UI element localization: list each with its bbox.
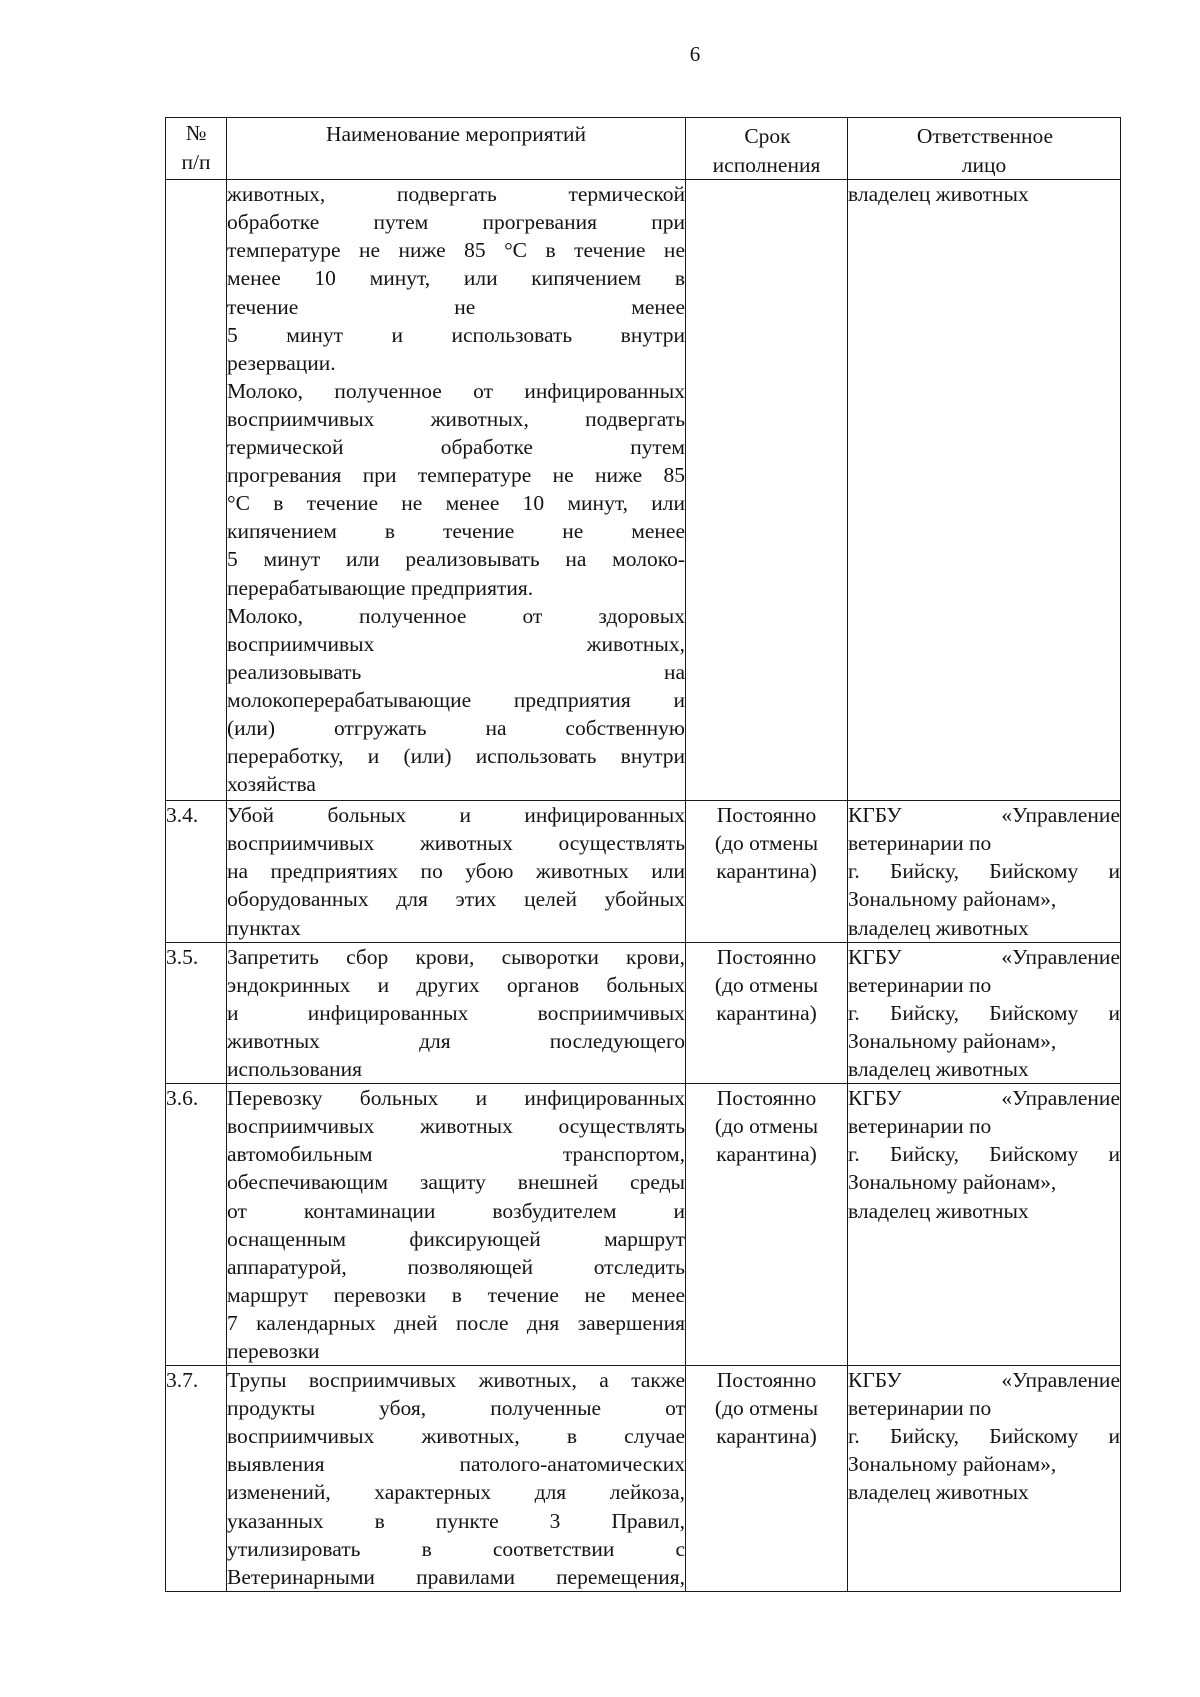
name-line: 7 календарных дней после дня завершения	[227, 1310, 685, 1335]
row-responsible-cell	[848, 801, 1121, 942]
row-term-cell	[686, 801, 848, 942]
header-term-line1: Срок	[744, 124, 791, 148]
name-line: утилизировать в соответствии с	[227, 1536, 685, 1561]
name-line: обеспечивающим защиту внешней среды	[227, 1170, 685, 1195]
row-num-cell: 3.5.	[166, 942, 227, 1083]
term-line: (до отмены	[714, 1396, 819, 1421]
responsible-line: КГБУ «Управление	[848, 1368, 1120, 1393]
responsible-line: ветеринарии по	[848, 831, 992, 856]
name-line: 5 минут или реализовывать на молоко-	[227, 547, 685, 572]
term-line: (до отмены	[714, 1114, 819, 1139]
header-responsible-line2: лицо	[961, 153, 1007, 178]
term-line: (до отмены	[714, 831, 819, 856]
header-name	[227, 118, 686, 180]
responsible-line: г. Бийску, Бийскому и	[848, 1424, 1120, 1449]
name-line: температуре не ниже 85 °С в течение не	[227, 238, 685, 263]
name-line: 5 минут и использовать внутри	[227, 322, 685, 347]
responsible-line: КГБУ «Управление	[848, 803, 1120, 828]
name-line: оснащенным фиксирующей маршрут	[227, 1226, 685, 1251]
page-number: 6	[689, 42, 701, 66]
name-line: хозяйства	[227, 772, 316, 797]
responsible-line: г. Бийску, Бийскому и	[848, 1142, 1120, 1167]
responsible-line: КГБУ «Управление	[848, 944, 1120, 969]
table-row	[166, 801, 1121, 942]
header-name-text: Наименование мероприятий	[325, 122, 587, 146]
responsible-line: владелец животных	[848, 915, 1029, 940]
row-name-cell	[227, 180, 686, 801]
header-num-line2: п/п	[181, 150, 211, 175]
responsible-line: Зональному районам»,	[848, 1170, 1057, 1195]
header-num-line1: №	[185, 121, 207, 145]
row-num-cell	[166, 180, 227, 801]
header-term-line2: исполнения	[712, 153, 821, 178]
name-line: животных для последующего	[227, 1028, 685, 1053]
name-line: указанных в пункте 3 Правил,	[227, 1508, 685, 1533]
table-header-row	[166, 118, 1121, 180]
row-num-cell: 3.7.	[166, 1366, 227, 1592]
name-line: термической обработке путем	[227, 435, 685, 460]
name-line: автомобильным транспортом,	[227, 1142, 685, 1167]
name-line: и инфицированных восприимчивых	[227, 1000, 685, 1025]
header-num	[166, 118, 227, 180]
name-line: переработку, и (или) использовать внутри	[227, 744, 685, 769]
row-name-cell	[227, 1084, 686, 1366]
term-line: карантина)	[716, 1424, 817, 1449]
name-line: оборудованных для этих целей убойных	[227, 887, 685, 912]
measures-table	[165, 117, 1121, 1592]
name-line: восприимчивых животных,	[227, 631, 685, 656]
name-line: перерабатывающие предприятия.	[227, 575, 534, 600]
name-line: менее 10 минут, или кипячением в	[227, 266, 685, 291]
row-responsible-cell	[848, 1366, 1121, 1592]
name-line: Перевозку больных и инфицированных	[227, 1086, 685, 1111]
name-line: Убой больных и инфицированных	[227, 803, 685, 828]
responsible-line: Зональному районам»,	[848, 1452, 1057, 1477]
table-row	[166, 942, 1121, 1083]
header-responsible-line1: Ответственное	[916, 124, 1054, 148]
table-row	[166, 1084, 1121, 1366]
term-line: Постоянно	[716, 1086, 817, 1111]
row-name-cell	[227, 801, 686, 942]
name-line: от контаминации возбудителем и	[227, 1198, 685, 1223]
name-line: перевозки	[227, 1338, 320, 1363]
row-name-cell	[227, 1366, 686, 1592]
name-line: эндокринных и других органов больных	[227, 972, 685, 997]
name-line: реализовывать на	[227, 659, 685, 684]
row-num-cell: 3.6.	[166, 1084, 227, 1366]
term-line: карантина)	[716, 1142, 817, 1167]
responsible-line: ветеринарии по	[848, 972, 992, 997]
term-line: Постоянно	[716, 1368, 817, 1393]
name-line: восприимчивых животных, в случае	[227, 1424, 685, 1449]
row-term-cell	[686, 1366, 848, 1592]
term-line: Постоянно	[716, 803, 817, 828]
name-line: обработке путем прогревания при	[227, 210, 685, 235]
row-name-cell	[227, 942, 686, 1083]
name-line: восприимчивых животных осуществлять	[227, 1114, 685, 1139]
row-term-cell	[686, 180, 848, 801]
row-responsible-cell	[848, 1084, 1121, 1366]
name-line: °С в течение не менее 10 минут, или	[227, 491, 685, 516]
name-line: маршрут перевозки в течение не менее	[227, 1282, 685, 1307]
name-line: восприимчивых животных осуществлять	[227, 831, 685, 856]
responsible-line: Зональному районам»,	[848, 1028, 1057, 1053]
row-responsible-cell	[848, 180, 1121, 801]
name-line: пунктах	[227, 915, 301, 940]
responsible-line: Зональному районам»,	[848, 887, 1057, 912]
name-line: Молоко, полученное от инфицированных	[227, 378, 685, 403]
name-line: восприимчивых животных, подвергать	[227, 406, 685, 431]
name-line: Ветеринарными правилами перемещения,	[227, 1564, 685, 1589]
responsible-line: владелец животных	[848, 1480, 1029, 1505]
name-line: выявления патолого-анатомических	[227, 1452, 685, 1477]
term-line: карантина)	[716, 859, 817, 884]
row-term-cell	[686, 1084, 848, 1366]
name-line: животных, подвергать термической	[227, 182, 685, 207]
name-line: течение не менее	[227, 294, 685, 319]
header-term	[686, 118, 848, 180]
term-line: (до отмены	[714, 972, 819, 997]
responsible-line: владелец животных	[848, 1057, 1029, 1082]
responsible-line: владелец животных	[848, 1198, 1029, 1223]
responsible-line: КГБУ «Управление	[848, 1086, 1120, 1111]
row-responsible-cell	[848, 942, 1121, 1083]
responsible-line: ветеринарии по	[848, 1396, 992, 1421]
name-line: Запретить сбор крови, сыворотки крови,	[227, 944, 685, 969]
table-row-continuation	[166, 180, 1121, 801]
name-line: продукты убоя, полученные от	[227, 1396, 685, 1421]
name-line: прогревания при температуре не ниже 85	[227, 463, 685, 488]
row-term-cell	[686, 942, 848, 1083]
term-line: Постоянно	[716, 944, 817, 969]
row-num-cell: 3.4.	[166, 801, 227, 942]
name-line: изменений, характерных для лейкоза,	[227, 1480, 685, 1505]
name-line: кипячением в течение не менее	[227, 519, 685, 544]
name-line: на предприятиях по убою животных или	[227, 859, 685, 884]
name-line: Молоко, полученное от здоровых	[227, 603, 685, 628]
responsible-line: г. Бийску, Бийскому и	[848, 859, 1120, 884]
term-line: карантина)	[716, 1000, 817, 1025]
responsible-line: г. Бийску, Бийскому и	[848, 1000, 1120, 1025]
name-line: резервации.	[227, 350, 336, 375]
responsible-line: владелец животных	[848, 182, 1029, 207]
name-line: Трупы восприимчивых животных, а также	[227, 1368, 685, 1393]
header-responsible	[848, 118, 1121, 180]
name-line: аппаратурой, позволяющей отследить	[227, 1254, 685, 1279]
name-line: (или) отгружать на собственную	[227, 715, 685, 740]
table-row	[166, 1366, 1121, 1592]
responsible-line: ветеринарии по	[848, 1114, 992, 1139]
name-line: использования	[227, 1057, 362, 1082]
name-line: молокоперерабатывающие предприятия и	[227, 687, 685, 712]
